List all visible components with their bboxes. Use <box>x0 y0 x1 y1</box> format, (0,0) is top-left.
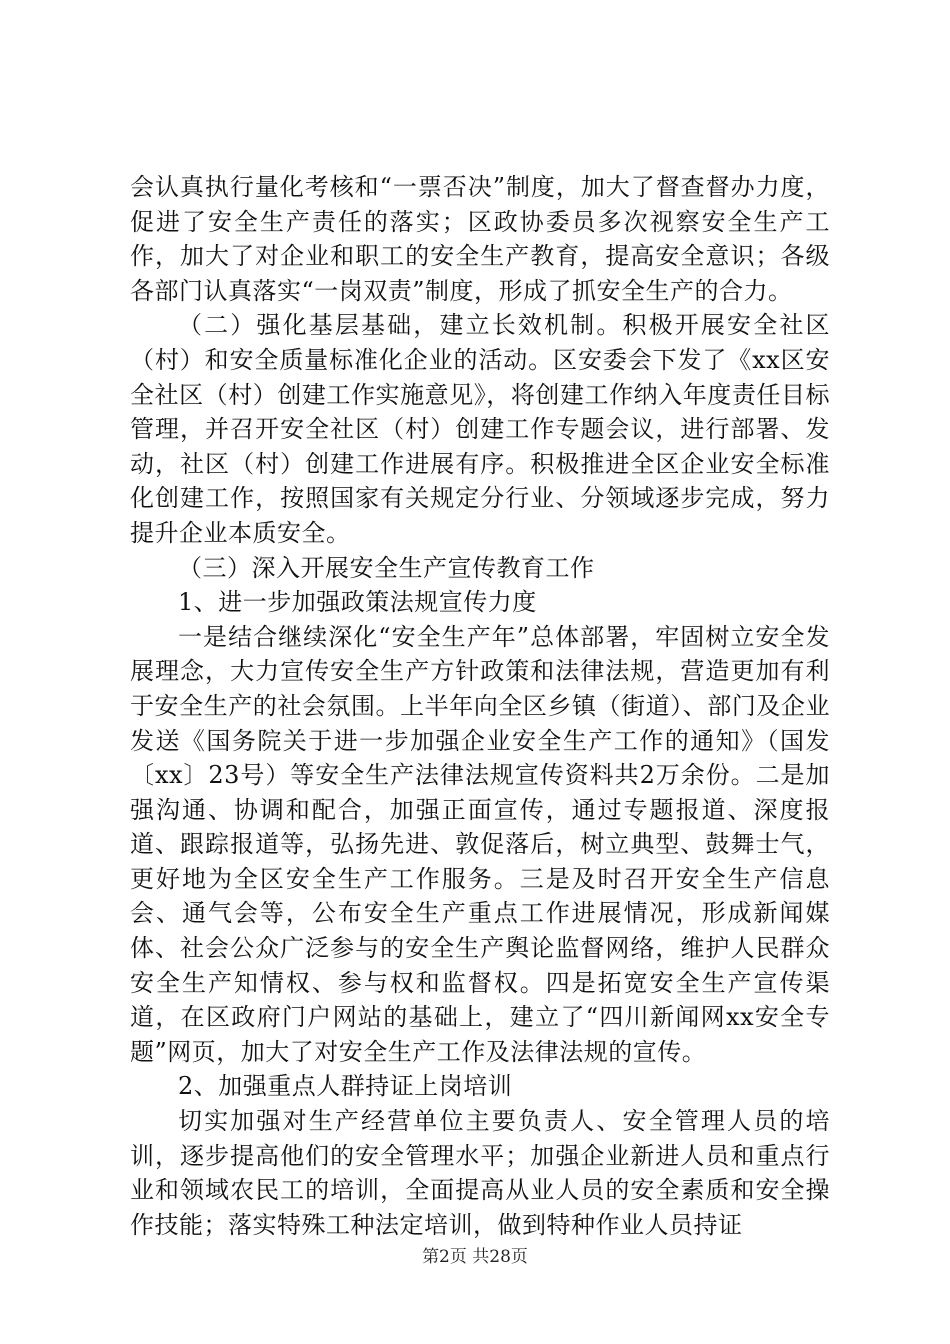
paragraph-subsection-2: 切实加强对生产经营单位主要负责人、安全管理人员的培训，逐步提高他们的安全管理水平；加强企业新进人员和重点行业和领域农民工的培训，全面提高从业人员的安全素质和安全操作技能；落实特殊工种法定培训，做到特种作业人员持证 <box>130 1107 830 1239</box>
heading-section-3: （三）深入开展安全生产宣传教育工作 <box>178 553 595 582</box>
heading-subsection-2: 2、加强重点人群持证上岗培训 <box>178 1072 513 1101</box>
heading-subsection-1: 1、进一步加强政策法规宣传力度 <box>178 588 537 617</box>
page-number-footer: 第2页 共28页 <box>422 1247 528 1267</box>
paragraph-subsection-1: 一是结合继续深化“安全生产年”总体部署，牢固树立安全发展理念，大力宣传安全生产方针政策和法律法规，营造更加有利于安全生产的社会氛围。上半年向全区乡镇（街道）、部门及企业发送《国务院关于进一步加强企业安全生产工作的通知》（国发〔xx〕23号）等安全生产法律法规宣传资料共2万余份。二是加强沟通、协调和配合，加强正面宣传，通过专题报道、深度报道、跟踪报道等，弘扬先进、敦促落后，树立典型、鼓舞士气，更好地为全区安全生产工作服务。三是及时召开安全生产信息会、通气会等，公布安全生产重点工作进展情况，形成新闻媒体、社会公众广泛参与的安全生产舆论监督网络，维护人民群众安全生产知情权、参与权和监督权。四是拓宽安全生产宣传渠道，在区政府门户网站的基础上，建立了“四川新闻网xx安全专题”网页，加大了对安全生产工作及法律法规的宣传。 <box>130 622 830 1066</box>
paragraph-continuation: 会认真执行量化考核和“一票否决”制度，加大了督查督办力度，促进了安全生产责任的落实；区政协委员多次视察安全生产工作，加大了对企业和职工的安全生产教育，提高安全意识；各级各部门认真落实“一岗双责”制度，形成了抓安全生产的合力。 <box>130 173 830 305</box>
paragraph-section-2: （二）强化基层基础，建立长效机制。积极开展安全社区（村）和安全质量标准化企业的活动。区安委会下发了《xx区安全社区（村）创建工作实施意见》，将创建工作纳入年度责任目标管理，并召开安全社区（村）创建工作专题会议，进行部署、发动，社区（村）创建工作进展有序。积极推进全区企业安全标准化创建工作，按照国家有关规定分行业、分领域逐步完成，努力提升企业本质安全。 <box>130 311 830 547</box>
document-body <box>130 170 830 1242</box>
